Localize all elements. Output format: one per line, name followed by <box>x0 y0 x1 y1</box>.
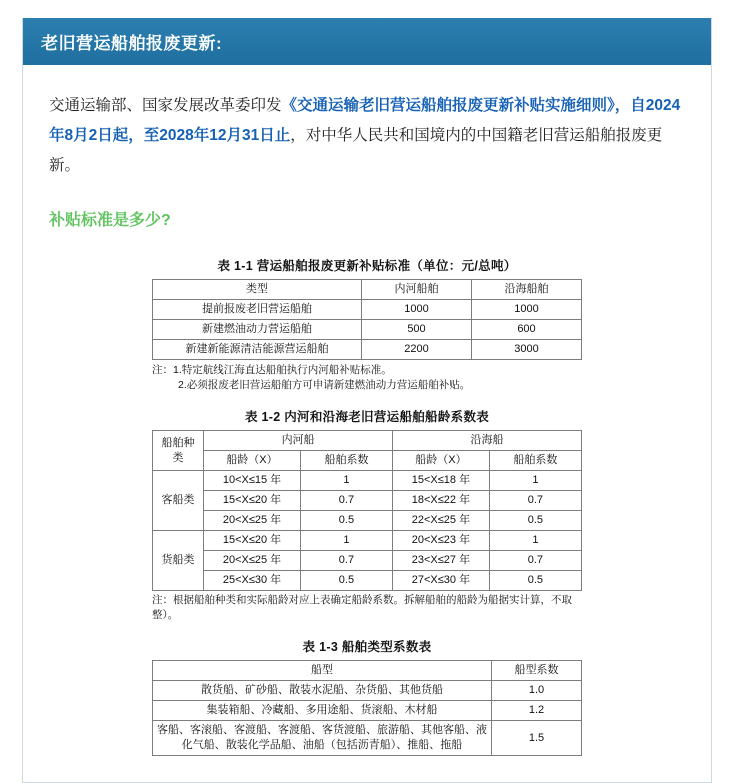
table2-g1r2c2: 27<X≤30 年 <box>393 571 490 591</box>
card-header <box>23 18 711 65</box>
table-row <box>153 320 582 340</box>
table2-subheader-2: 船龄（X） <box>393 451 490 471</box>
table3-r0c1: 1.0 <box>492 681 582 701</box>
table-row <box>153 721 582 756</box>
table2-subheader-1: 船舶系数 <box>300 451 392 471</box>
table-row <box>153 511 582 531</box>
table2-g0r1c3: 0.7 <box>489 491 581 511</box>
paragraph-tail: ，对中华人民共和国境内的中国籍老旧营运船舶报废更新。 <box>49 127 663 174</box>
table-row <box>153 471 582 491</box>
table3-r2c0: 客船、客滚船、客渡船、客渡船、客货渡船、旅游船、其他客船、液化气船、散装化学品船、油船（包括沥青船）、推船、拖船 <box>153 721 492 756</box>
table-row <box>153 531 582 551</box>
card-header-title: 老旧营运船舶报废更新: <box>41 34 223 53</box>
table1-r2c2: 3000 <box>472 340 582 360</box>
table1-r1c2: 600 <box>472 320 582 340</box>
table1-r1c1: 500 <box>362 320 472 340</box>
table-subsidy-standard <box>152 279 582 360</box>
table2-g1r2c0: 25<X≤30 年 <box>204 571 301 591</box>
table-ship-type-coefficient <box>152 660 582 756</box>
table2-g1r2c1: 0.5 <box>300 571 392 591</box>
table2-g0r1c2: 18<X≤22 年 <box>393 491 490 511</box>
table3-header-1: 船型系数 <box>492 661 582 681</box>
table-row <box>153 661 582 681</box>
table1-r0c0: 提前报废老旧营运船舶 <box>153 300 362 320</box>
table1-note-line2: 2.必须报废老旧营运船舶方可申请新建燃油动力营运船舶补贴。 <box>178 379 471 391</box>
table1-title: 表 1-1 营运船舶报废更新补贴标准（单位：元/总吨） <box>217 259 517 273</box>
table1-header-1: 内河船舶 <box>362 280 472 300</box>
document-title-link[interactable]: 《交通运输老旧营运船舶报废更新补贴实施细则》 <box>281 97 615 114</box>
table3-r0c0: 散货船、矿砂船、散装水泥船、杂货船、其他货船 <box>153 681 492 701</box>
table-row <box>153 491 582 511</box>
card-body <box>23 65 711 782</box>
intro-paragraph <box>49 91 685 181</box>
table-row <box>153 551 582 571</box>
table-row <box>153 280 582 300</box>
table2-g1r2c3: 0.5 <box>489 571 581 591</box>
table-row <box>153 431 582 451</box>
table2-subheader-0: 船龄（X） <box>204 451 301 471</box>
table2-note: 注：根据船舶种类和实际船龄对应上表确定船龄系数。拆解船舶的船龄为船据实计算，不取整）。 <box>152 594 572 621</box>
table3-r1c0: 集装箱船、冷藏船、多用途船、货滚船、木材船 <box>153 701 492 721</box>
table2-g1r1c2: 23<X≤27 年 <box>393 551 490 571</box>
table2-g0r1c0: 15<X≤20 年 <box>204 491 301 511</box>
table-row <box>153 300 582 320</box>
table1-r2c0: 新建新能源清洁能源营运船舶 <box>153 340 362 360</box>
table2-g1r1c3: 0.7 <box>489 551 581 571</box>
table2-g1r1c0: 20<X≤25 年 <box>204 551 301 571</box>
table3-title: 表 1-3 船舶类型系数表 <box>302 640 432 654</box>
table2-header-coastal: 沿海船 <box>393 431 582 451</box>
table2-title: 表 1-2 内河和沿海老旧营运船舶船龄系数表 <box>244 410 490 424</box>
table3-r1c1: 1.2 <box>492 701 582 721</box>
table-row <box>153 681 582 701</box>
table2-g0r0c1: 1 <box>300 471 392 491</box>
table3-r2c1: 1.5 <box>492 721 582 756</box>
table2-subheader-3: 船舶系数 <box>489 451 581 471</box>
paragraph-comma: ， <box>614 97 631 114</box>
table2-group1-name: 货船类 <box>153 531 204 591</box>
tables-section <box>49 256 685 756</box>
table-age-coefficient <box>152 430 582 591</box>
subsection-heading: 补贴标准是多少? <box>49 212 171 229</box>
paragraph-date-range: 自2024年8月2日起，至2028年12月31日止 <box>49 97 681 144</box>
table2-g0r0c0: 10<X≤15 年 <box>204 471 301 491</box>
table1-r0c1: 1000 <box>362 300 472 320</box>
table2-g0r0c3: 1 <box>489 471 581 491</box>
table-row <box>153 571 582 591</box>
table1-note <box>152 363 582 393</box>
table1-r0c2: 1000 <box>472 300 582 320</box>
table2-g1r0c3: 1 <box>489 531 581 551</box>
table2-g1r1c1: 0.7 <box>300 551 392 571</box>
table1-r1c0: 新建燃油动力营运船舶 <box>153 320 362 340</box>
table2-header-type: 船舶种类 <box>153 431 204 471</box>
table-row <box>153 451 582 471</box>
table2-g0r1c1: 0.7 <box>300 491 392 511</box>
table2-g0r2c3: 0.5 <box>489 511 581 531</box>
table2-g1r0c1: 1 <box>300 531 392 551</box>
table2-group0-name: 客船类 <box>153 471 204 531</box>
table2-header-inland: 内河船 <box>204 431 393 451</box>
table2-g0r0c2: 15<X≤18 年 <box>393 471 490 491</box>
table2-g1r0c2: 20<X≤23 年 <box>393 531 490 551</box>
info-card <box>22 18 712 783</box>
table1-note-line1: 注：1.特定航线江海直达船舶执行内河船补贴标准。 <box>152 364 392 376</box>
table2-g1r0c0: 15<X≤20 年 <box>204 531 301 551</box>
table1-r2c1: 2200 <box>362 340 472 360</box>
table1-header-0: 类型 <box>153 280 362 300</box>
table1-header-2: 沿海船舶 <box>472 280 582 300</box>
table2-g0r2c0: 20<X≤25 年 <box>204 511 301 531</box>
table2-g0r2c1: 0.5 <box>300 511 392 531</box>
paragraph-lead: 交通运输部、国家发展改革委印发 <box>49 97 282 114</box>
table2-g0r2c2: 22<X≤25 年 <box>393 511 490 531</box>
table3-header-0: 船型 <box>153 661 492 681</box>
table-row <box>153 340 582 360</box>
